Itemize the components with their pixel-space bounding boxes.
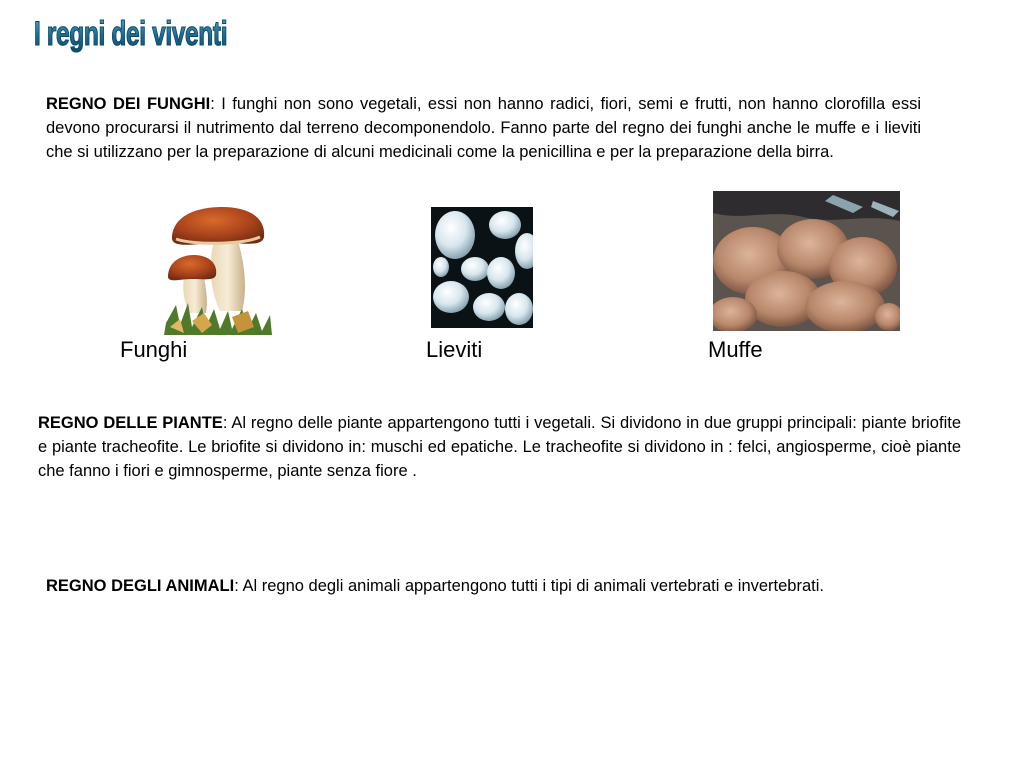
- mold-image: [713, 191, 900, 331]
- yeast-image: [431, 207, 533, 328]
- text-regno-funghi: : I funghi non sono vegetali, essi non hanno radici, fiori, semi e frutti, non hanno clorofilla essi devono procurarsi il nutrimento dal terreno decomponendolo. Fanno parte del regno dei funghi anche le muffe e i lieviti che si utilizzano per la preparazione di alcuni medicinali come la penicillina e per la preparazione della birra.: [46, 95, 921, 161]
- heading-regno-animali: REGNO DEGLI ANIMALI: [46, 577, 235, 595]
- paragraph-regno-funghi: [46, 92, 921, 164]
- page-title: I regni dei viventi: [34, 15, 228, 53]
- paragraph-regno-animali: [46, 574, 969, 598]
- caption-muffe: Muffe: [708, 337, 763, 362]
- text-regno-piante: : Al regno delle piante appartengono tutti i vegetali. Si dividono in due gruppi principali: piante briofite e piante tracheofite. Le briofite si dividono in: muschi ed epatiche. Le tracheofite si dividono in : felci, angiosperme, cioè piante che fanno i fiori e gimnosperme, piante senza fiore .: [38, 414, 961, 480]
- text-regno-animali: : Al regno degli animali appartengono tutti i tipi di animali vertebrati e invertebrati.: [234, 577, 824, 595]
- heading-regno-piante: REGNO DELLE PIANTE: [38, 414, 223, 432]
- caption-lieviti: Lieviti: [426, 337, 483, 362]
- caption-funghi: Funghi: [120, 337, 188, 362]
- mushroom-image: [162, 203, 274, 335]
- heading-regno-funghi: REGNO DEI FUNGHI: [46, 95, 211, 113]
- paragraph-regno-piante: [38, 411, 961, 483]
